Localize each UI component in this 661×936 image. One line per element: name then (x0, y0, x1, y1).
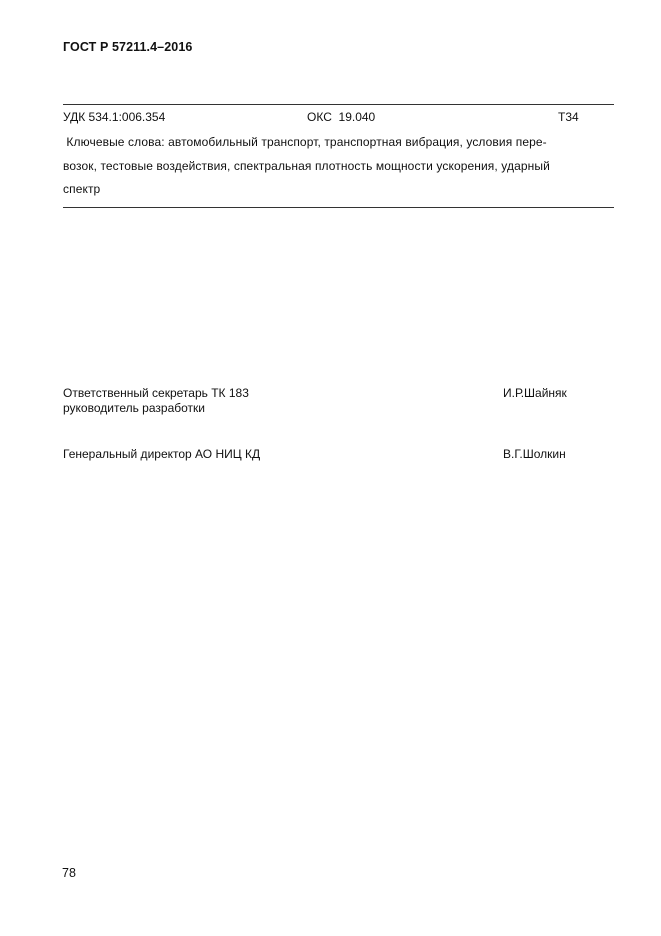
signature-role: Генеральный директор АО НИЦ КД (63, 447, 261, 461)
signature-name: И.Р.Шайняк (503, 386, 567, 400)
signature-role-line: руководитель разработки (63, 401, 205, 415)
standard-header: ГОСТ Р 57211.4–2016 (63, 40, 193, 54)
page-number: 78 (62, 866, 76, 880)
classification-code: Т34 (558, 110, 579, 124)
signature-role (63, 386, 249, 416)
keywords-block (63, 131, 614, 202)
keywords-line: Ключевые слова: автомобильный транспорт, транспортная вибрация, условия пере- (63, 135, 547, 149)
keywords-line: возок, тестовые воздействия, спектральная плотность мощности ускорения, ударный (63, 158, 550, 173)
top-rule (63, 104, 614, 105)
oks-code: ОКС 19.040 (307, 110, 376, 124)
keywords-line: спектр (63, 182, 101, 196)
signature-name: В.Г.Шолкин (503, 447, 566, 461)
bottom-rule (63, 207, 614, 208)
signature-role-line: Ответственный секретарь ТК 183 (63, 386, 249, 400)
udc-code: УДК 534.1:006.354 (63, 110, 166, 124)
